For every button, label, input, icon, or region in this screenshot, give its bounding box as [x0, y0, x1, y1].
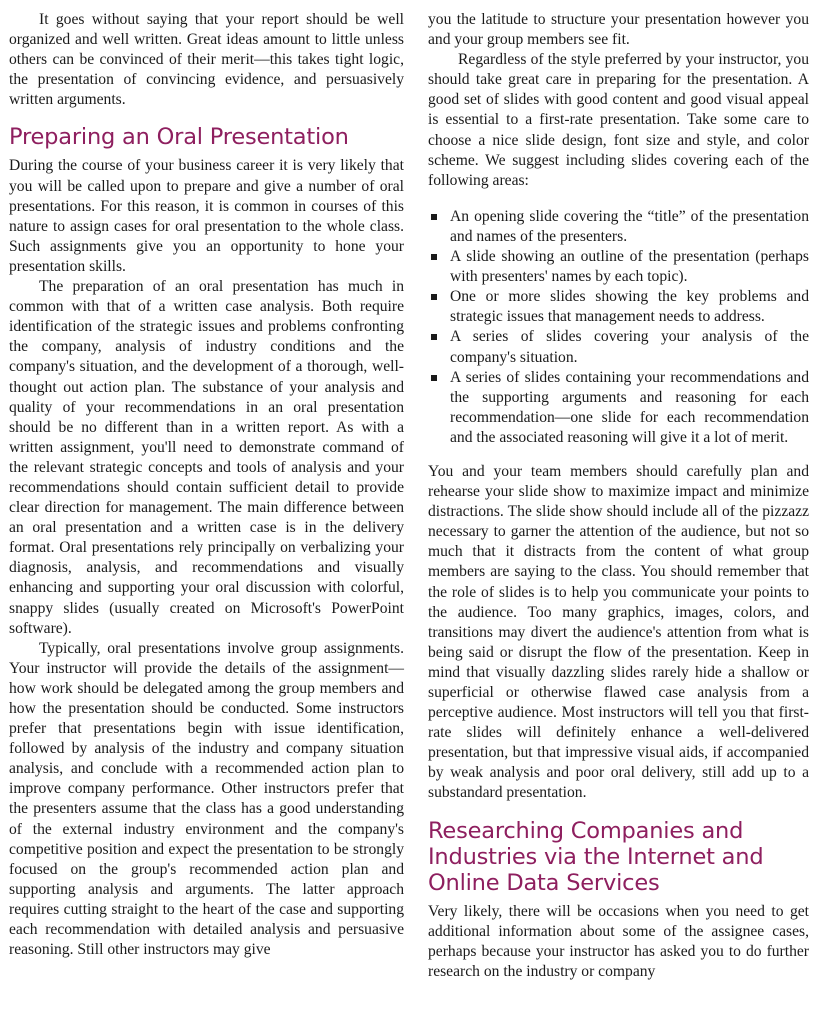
list-item-text: A series of slides containing your recommendations and the supporting arguments and reasoning for each recommendation—one slide for each recommendation and the associated reasoning will give it a lot of merit.	[450, 368, 809, 446]
list-item	[428, 327, 809, 367]
body-paragraph: Regardless of the style preferred by your instructor, you should take great care in preparing for the presentation. A good set of slides with good content and good visual appeal is essential to a first-rate presentation. Take some care to choose a nice slide design, font size and style, and color scheme. We suggest including slides covering each of the following areas:	[428, 51, 809, 189]
square-bullet-icon	[431, 254, 437, 260]
list-item-text: An opening slide covering the “title” of the presentation and names of the presenters.	[450, 207, 809, 245]
body-paragraph: Typically, oral presentations involve group assignments. Your instructor will provide the details of the assignment—how work should be delegated among the group members and how the presentation should be conducted. Some instructors prefer that presentations begin with issue identification, followed by analysis of the industry and company situation analysis, and conclude with a recommended action plan to improve company performance. Other instructors prefer that the presenters assume that the class has a good understanding of the external industry environment and the company's competitive position and expect the presentation to be strongly focused on the group's recommended action plan and supporting analysis and arguments. The latter approach requires cutting straight to the heart of the case and supporting each recommendation with detailed analysis and persuasive reasoning. Still other instructors may give	[9, 639, 404, 959]
section-heading-researching-companies: Researching Companies and Industries via the Internet and Online Data Services	[428, 817, 764, 896]
square-bullet-icon	[431, 334, 437, 340]
body-paragraph: During the course of your business career it is very likely that you will be called upon to prepare and give a number of oral presentations. For this reason, it is common in courses of this nature to assign cases for oral presentation to the whole class. Such assignments give you an opportunity to hone your presentation skills.	[9, 157, 404, 275]
list-item-text: A slide showing an outline of the presentation (perhaps with presenters' names by each topic).	[450, 248, 809, 286]
list-item-text: A series of slides covering your analysis of the company's situation.	[450, 328, 809, 366]
body-paragraph: you the latitude to structure your presentation however you and your group members see fit.	[428, 11, 809, 49]
list-item-text: One or more slides showing the key problems and strategic issues that management needs to address.	[450, 288, 809, 326]
left-column	[9, 10, 404, 960]
intro-paragraph: It goes without saying that your report should be well organized and well written. Great ideas amount to little unless others can be convinced of their merit—this takes tight logic, the presentation of convincing evidence, and persuasively written arguments.	[9, 11, 404, 109]
body-paragraph: The preparation of an oral presentation has much in common with that of a written case analysis. Both require identification of the strategic issues and problems confronting the company, analysis of industry conditions and the company's situation, and the development of a thorough, well-thought out action plan. The substance of your analysis and quality of your recommendations in an oral presentation should be no different than in a written report. As with a written assignment, you'll need to demonstrate command of the relevant strategic concepts and tools of analysis and your recommendations should contain sufficient detail to provide clear direction for management. The main difference between an oral presentation and a written case is in the delivery format. Oral presentations rely principally on verbalizing your diagnosis, analysis, and recommendations and visually enhancing and supporting your oral discussion with colorful, snappy slides (usually created on Microsoft's PowerPoint software).	[9, 278, 404, 637]
list-item	[428, 287, 809, 327]
list-item	[428, 207, 809, 247]
list-item	[428, 247, 809, 287]
list-item	[428, 368, 809, 448]
section-heading-oral-presentation: Preparing an Oral Presentation	[9, 124, 349, 151]
body-paragraph: You and your team members should carefully plan and rehearse your slide show to maximize impact and minimize distractions. The slide show should include all of the pizzazz necessary to garner the attention of the audience, but not so much that it distracts from the content of what group members are saying to the class. You should remember that the role of slides is to help you communicate your points to the audience. Too many graphics, images, colors, and transitions may divert the audience's attention from what is being said or disrupt the flow of the presentation. Keep in mind that visually dazzling slides rarely hide a shallow or superficial or otherwise flawed case analysis from a perceptive audience. Most instructors will tell you that first-rate slides will definitely enhance a well-delivered presentation, but that impressive visual aids, if accompanied by weak analysis and poor oral delivery, still add up to a substandard presentation.	[428, 462, 809, 802]
square-bullet-icon	[431, 294, 437, 300]
body-paragraph: Very likely, there will be occasions when you need to get additional information about some of the assignee cases, perhaps because your instructor has asked you to do further research on the industry or company	[428, 902, 809, 980]
right-column	[428, 10, 809, 982]
square-bullet-icon	[431, 375, 437, 381]
square-bullet-icon	[431, 214, 437, 220]
slide-topics-list	[428, 207, 809, 448]
